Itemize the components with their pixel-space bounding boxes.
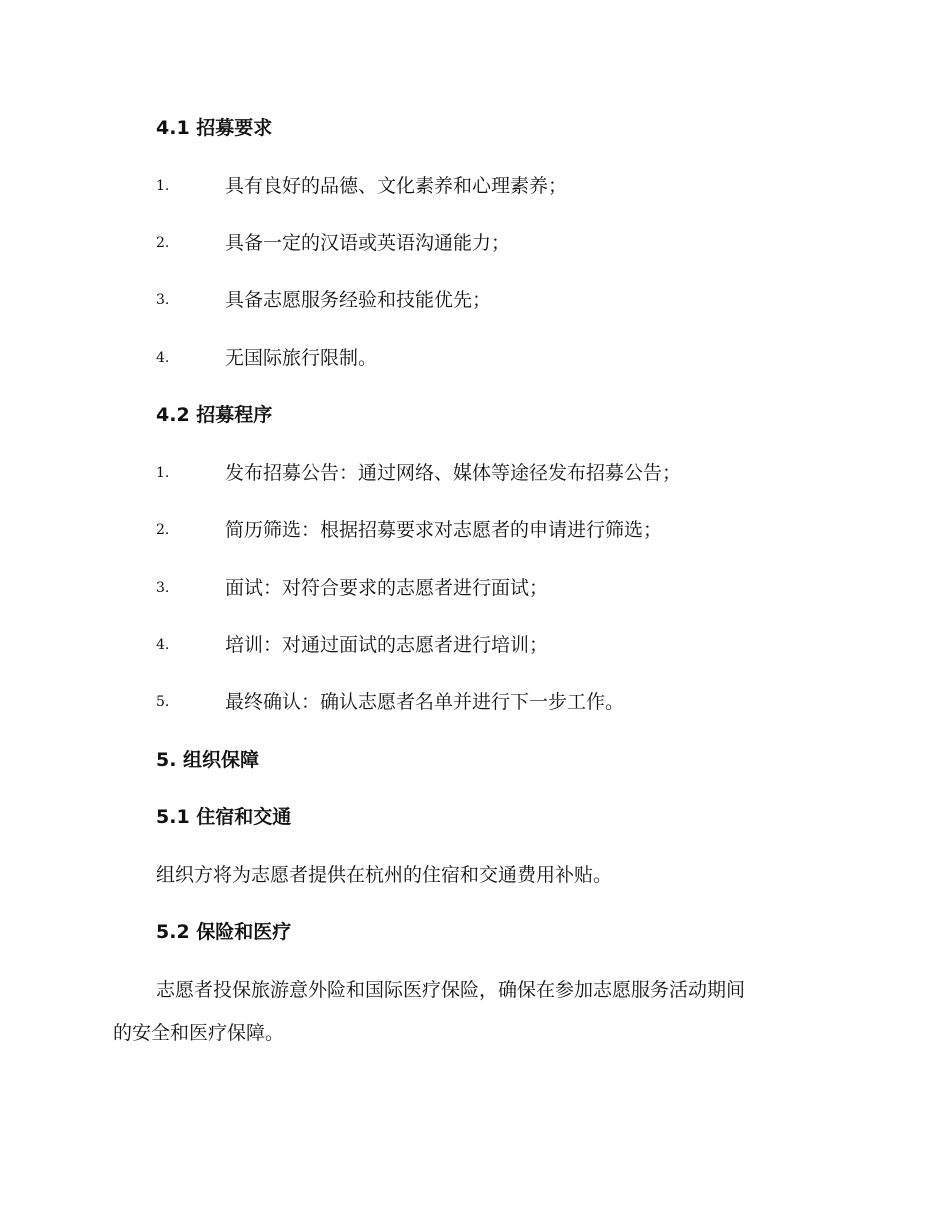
section-5-1-paragraph: 组织方将为志愿者提供在杭州的住宿和交通费用补贴。 — [156, 864, 613, 886]
list-item-number: 4. — [156, 637, 170, 653]
list-item-number: 1. — [156, 465, 170, 481]
list-item-number: 4. — [156, 350, 170, 366]
list-item-text: 无国际旅行限制。 — [225, 347, 378, 369]
list-item-text: 具备一定的汉语或英语沟通能力； — [225, 232, 511, 254]
list-item-number: 2. — [156, 522, 170, 538]
list-item-text: 发布招募公告：通过网络、媒体等途径发布招募公告； — [225, 462, 682, 484]
list-item-number: 1. — [156, 178, 170, 194]
section-5-1-heading: 5.1 住宿和交通 — [156, 806, 292, 828]
section-4-1-heading: 4.1 招募要求 — [156, 117, 273, 139]
list-item-text: 最终确认：确认志愿者名单并进行下一步工作。 — [225, 691, 625, 713]
list-item-number: 2. — [156, 235, 170, 251]
list-item-number: 3. — [156, 580, 170, 596]
section-5-heading: 5. 组织保障 — [156, 749, 260, 771]
list-item-number: 5. — [156, 694, 170, 710]
section-5-2-paragraph-line2: 的安全和医疗保障。 — [113, 1022, 285, 1044]
list-item-number: 3. — [156, 292, 170, 308]
list-item-text: 培训：对通过面试的志愿者进行培训； — [225, 634, 549, 656]
list-item-text: 具备志愿服务经验和技能优先； — [225, 289, 492, 311]
section-5-2-paragraph-line1: 志愿者投保旅游意外险和国际医疗保险，确保在参加志愿服务活动期间 — [156, 979, 746, 1001]
section-4-2-heading: 4.2 招募程序 — [156, 404, 273, 426]
section-5-2-heading: 5.2 保险和医疗 — [156, 921, 292, 943]
list-item-text: 简历筛选：根据招募要求对志愿者的申请进行筛选； — [225, 519, 663, 541]
list-item-text: 具有良好的品德、文化素养和心理素养； — [225, 175, 568, 197]
list-item-text: 面试：对符合要求的志愿者进行面试； — [225, 577, 549, 599]
